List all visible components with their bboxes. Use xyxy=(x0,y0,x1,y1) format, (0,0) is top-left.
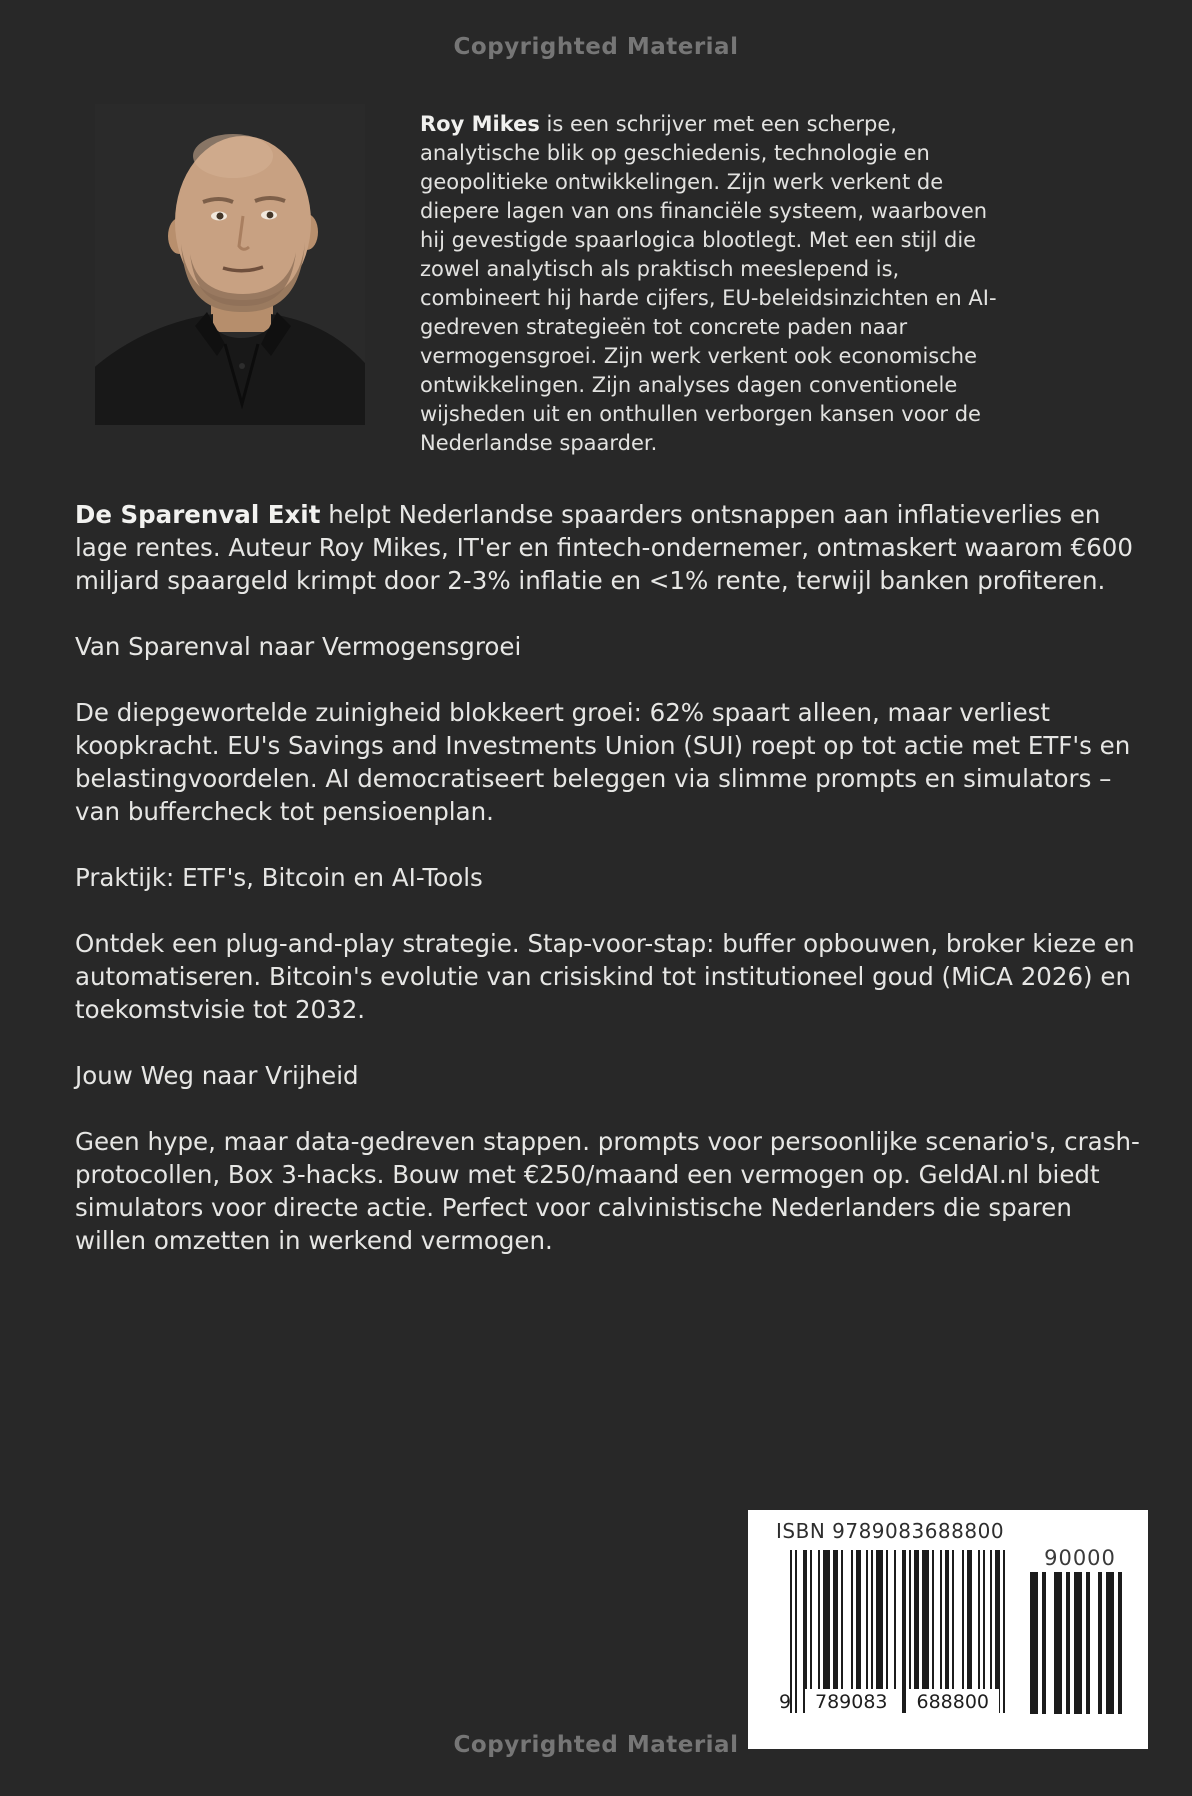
author-bio xyxy=(420,110,1002,458)
copyright-watermark-top: Copyrighted Material xyxy=(453,34,739,60)
isbn-label: ISBN 9789083688800 xyxy=(776,1519,1005,1543)
author-bio-text: is een schrijver met een scherpe, analytische blik op geschiedenis, technologie en geopolitieke ontwikkelingen. Zijn werk verkent de diepere lagen van ons financiële systeem, waarboven hij gevestigde spaarlogica blootlegt. Met een stijl die zowel analytisch als praktisch meeslepend is, combineert hij harde cijfers, EU-beleidsinzichten en AI-gedreven strategieën tot concrete paden naar vermogensgroei. Zijn werk verkent ook economische ontwikkelingen. Zijn analyses dagen conventionele wijsheden uit en onthullen verborgen kansen voor de Nederlandse spaarder. xyxy=(420,112,997,455)
description-paragraph-2: De diepgewortelde zuinigheid blokkeert groei: 62% spaart alleen, maar verliest koopkracht. EU's Savings and Investments Union (SUI) roept op tot actie met ETF's en belastingvoordelen. AI democratiseert beleggen via slimme prompts en simulators – van buffercheck tot pensioenplan. xyxy=(75,698,1131,826)
ean-digit-first: 9 xyxy=(779,1691,792,1713)
supplemental-barcode xyxy=(1030,1572,1130,1714)
copyright-watermark-bottom: Copyrighted Material xyxy=(453,1732,739,1758)
section-heading-3: Jouw Weg naar Vrijheid xyxy=(75,1061,359,1090)
section-heading-1: Van Sparenval naar Vermogensgroei xyxy=(75,632,522,661)
section-heading-2: Praktijk: ETF's, Bitcoin en AI-Tools xyxy=(75,863,483,892)
book-title: De Sparenval Exit xyxy=(75,500,321,529)
price-code-label: 90000 xyxy=(1044,1546,1116,1570)
author-name: Roy Mikes xyxy=(420,112,540,136)
ean-barcode xyxy=(776,1550,1008,1713)
ean-digits-mid: 789083 xyxy=(805,1689,898,1715)
barcode-panel xyxy=(748,1510,1148,1749)
description-paragraph-1: De Sparenval Exit helpt Nederlandse spaarders ontsnappen aan inflatieverlies en lage rentes. Auteur Roy Mikes, IT'er en fintech-ondernemer, ontmaskert waarom €600 miljard spaargeld krimpt door 2-3% inflatie en <1% rente, terwijl banken profiteren. xyxy=(75,500,1133,595)
book-description xyxy=(75,498,1143,1290)
author-photo xyxy=(95,103,365,425)
ean-digits-right: 688800 xyxy=(907,1689,1000,1715)
ean-barcode-digits xyxy=(776,1689,1008,1715)
description-paragraph-4: Geen hype, maar data-gedreven stappen. prompts voor persoonlijke scenario's, crash-protocollen, Box 3-hacks. Bouw met €250/maand een vermogen op. GeldAI.nl biedt simulators voor directe actie. Perfect voor calvinistische Nederlanders die sparen willen omzetten in werkend vermogen. xyxy=(75,1127,1140,1255)
description-paragraph-3: Ontdek een plug-and-play strategie. Stap-voor-stap: buffer opbouwen, broker kieze en automatiseren. Bitcoin's evolutie van crisiskind tot institutioneel goud (MiCA 2026) en toekomstvisie tot 2032. xyxy=(75,929,1135,1024)
